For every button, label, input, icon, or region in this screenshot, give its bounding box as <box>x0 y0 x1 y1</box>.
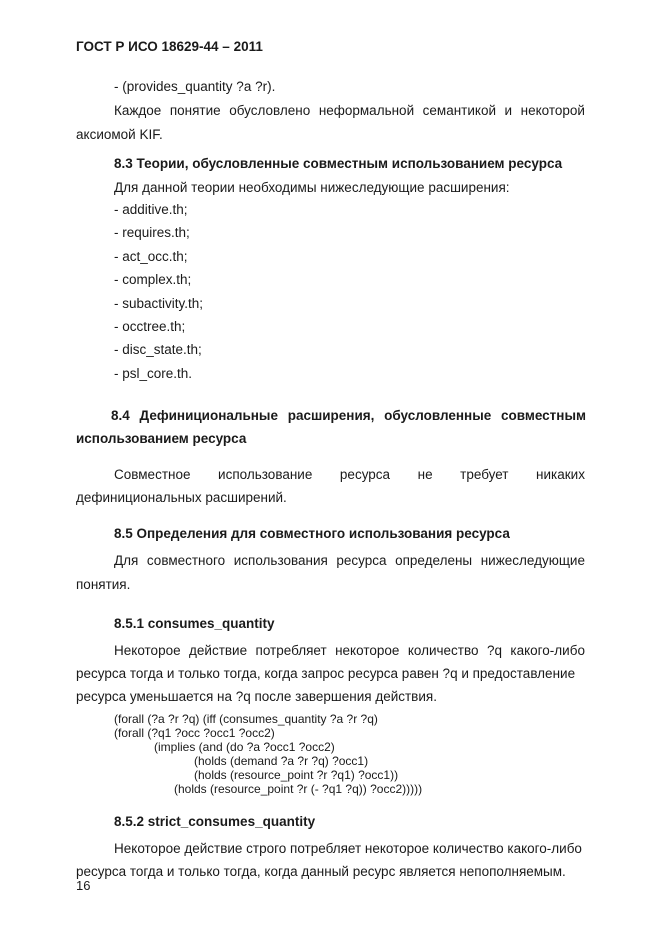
list-item: - occtree.th; <box>114 319 186 334</box>
section-8-5-heading: 8.5 Определения для совместного использования ресурса <box>114 526 510 541</box>
section-8-3-heading: 8.3 Теории, обусловленные совместным использованием ресурса <box>114 156 563 171</box>
word: Для <box>114 553 139 568</box>
list-item: - act_occ.th; <box>114 249 188 264</box>
word: совместным <box>500 408 586 423</box>
code-line: (holds (demand ?a ?r ?q) ?occ1) <box>194 754 369 768</box>
word: обусловленные <box>384 408 492 423</box>
word: потребляет <box>255 643 327 658</box>
code-line: (implies (and (do ?a ?occ1 ?occ2) <box>154 740 335 754</box>
list-item: - subactivity.th; <box>114 296 204 311</box>
word: ресурса <box>336 553 387 568</box>
word: Дефинициональные <box>139 408 278 423</box>
section-8-5-2-line-1: Некоторое действие строго потребляет некоторое количество какого-либо <box>114 841 582 856</box>
word: ресурса <box>339 467 391 482</box>
section-8-5-para-line-1 <box>114 553 585 569</box>
list-item: - (provides_quantity ?a ?r). <box>114 79 276 94</box>
section-8-4-para-line-2: дефинициональных расширений. <box>76 490 287 505</box>
list-item: - psl_core.th. <box>114 366 193 381</box>
section-8-5-para-line-2: понятия. <box>76 577 131 592</box>
word: понятие <box>169 103 221 118</box>
section-8-3-text: Для данной теории необходимы нижеследующие расширения: <box>114 180 510 195</box>
page-number: 16 <box>76 878 91 893</box>
section-8-4-heading-line-2: использованием ресурса <box>76 431 247 446</box>
intro-line-1 <box>114 103 585 119</box>
intro-line-2: аксиомой KIF. <box>76 127 163 142</box>
word: некоторое <box>335 643 400 658</box>
section-8-5-1-heading: 8.5.1 consumes_quantity <box>114 616 275 631</box>
word: Некоторое <box>114 643 181 658</box>
word: никаких <box>536 467 585 482</box>
section-8-5-2-heading: 8.5.2 strict_consumes_quantity <box>114 814 316 829</box>
list-item: - disc_state.th; <box>114 342 202 357</box>
section-8-5-2-line-2: ресурса тогда и только тогда, когда данный ресурс является непополняемым. <box>76 864 566 879</box>
word: количество <box>407 643 479 658</box>
code-line: (forall (?q1 ?occ ?occ1 ?occ2) <box>114 726 275 740</box>
word: определены <box>395 553 473 568</box>
list-item: - complex.th; <box>114 272 192 287</box>
word: и <box>504 103 513 118</box>
code-line: (holds (resource_point ?r (- ?q1 ?q)) ?occ2))))) <box>174 782 423 796</box>
list-item: - additive.th; <box>114 202 188 217</box>
list-item: - requires.th; <box>114 225 190 240</box>
word: некоторой <box>520 103 585 118</box>
word: требует <box>460 467 509 482</box>
section-8-5-1-line-3: ресурса уменьшается на ?q после завершения действия. <box>76 689 437 704</box>
section-8-4-heading-line-1 <box>111 408 586 424</box>
word: Совместное <box>114 467 191 482</box>
word: нижеследующие <box>480 553 585 568</box>
word: не <box>417 467 433 482</box>
word: Каждое <box>114 103 162 118</box>
code-line: (forall (?a ?r ?q) (iff (consumes_quantity ?a ?r ?q) <box>114 712 378 726</box>
word: расширения, <box>287 408 375 423</box>
word: 8.4 <box>111 408 130 423</box>
section-8-5-1-line-1 <box>114 643 585 659</box>
document-header: ГОСТ Р ИСО 18629-44 – 2011 <box>76 39 263 54</box>
word: семантикой <box>422 103 496 118</box>
section-8-4-para-line-1 <box>114 467 585 483</box>
word: использования <box>233 553 328 568</box>
word: какого-либо <box>510 643 585 658</box>
word: неформальной <box>318 103 415 118</box>
word: обусловлено <box>229 103 311 118</box>
word: ?q <box>486 643 502 658</box>
word: использование <box>218 467 313 482</box>
word: действие <box>189 643 248 658</box>
section-8-5-1-line-2: ресурса тогда и только тогда, когда запрос ресурса равен ?q и предоставление <box>76 666 576 681</box>
code-line: (holds (resource_point ?r ?q1) ?occ1)) <box>194 768 399 782</box>
word: совместного <box>146 553 226 568</box>
